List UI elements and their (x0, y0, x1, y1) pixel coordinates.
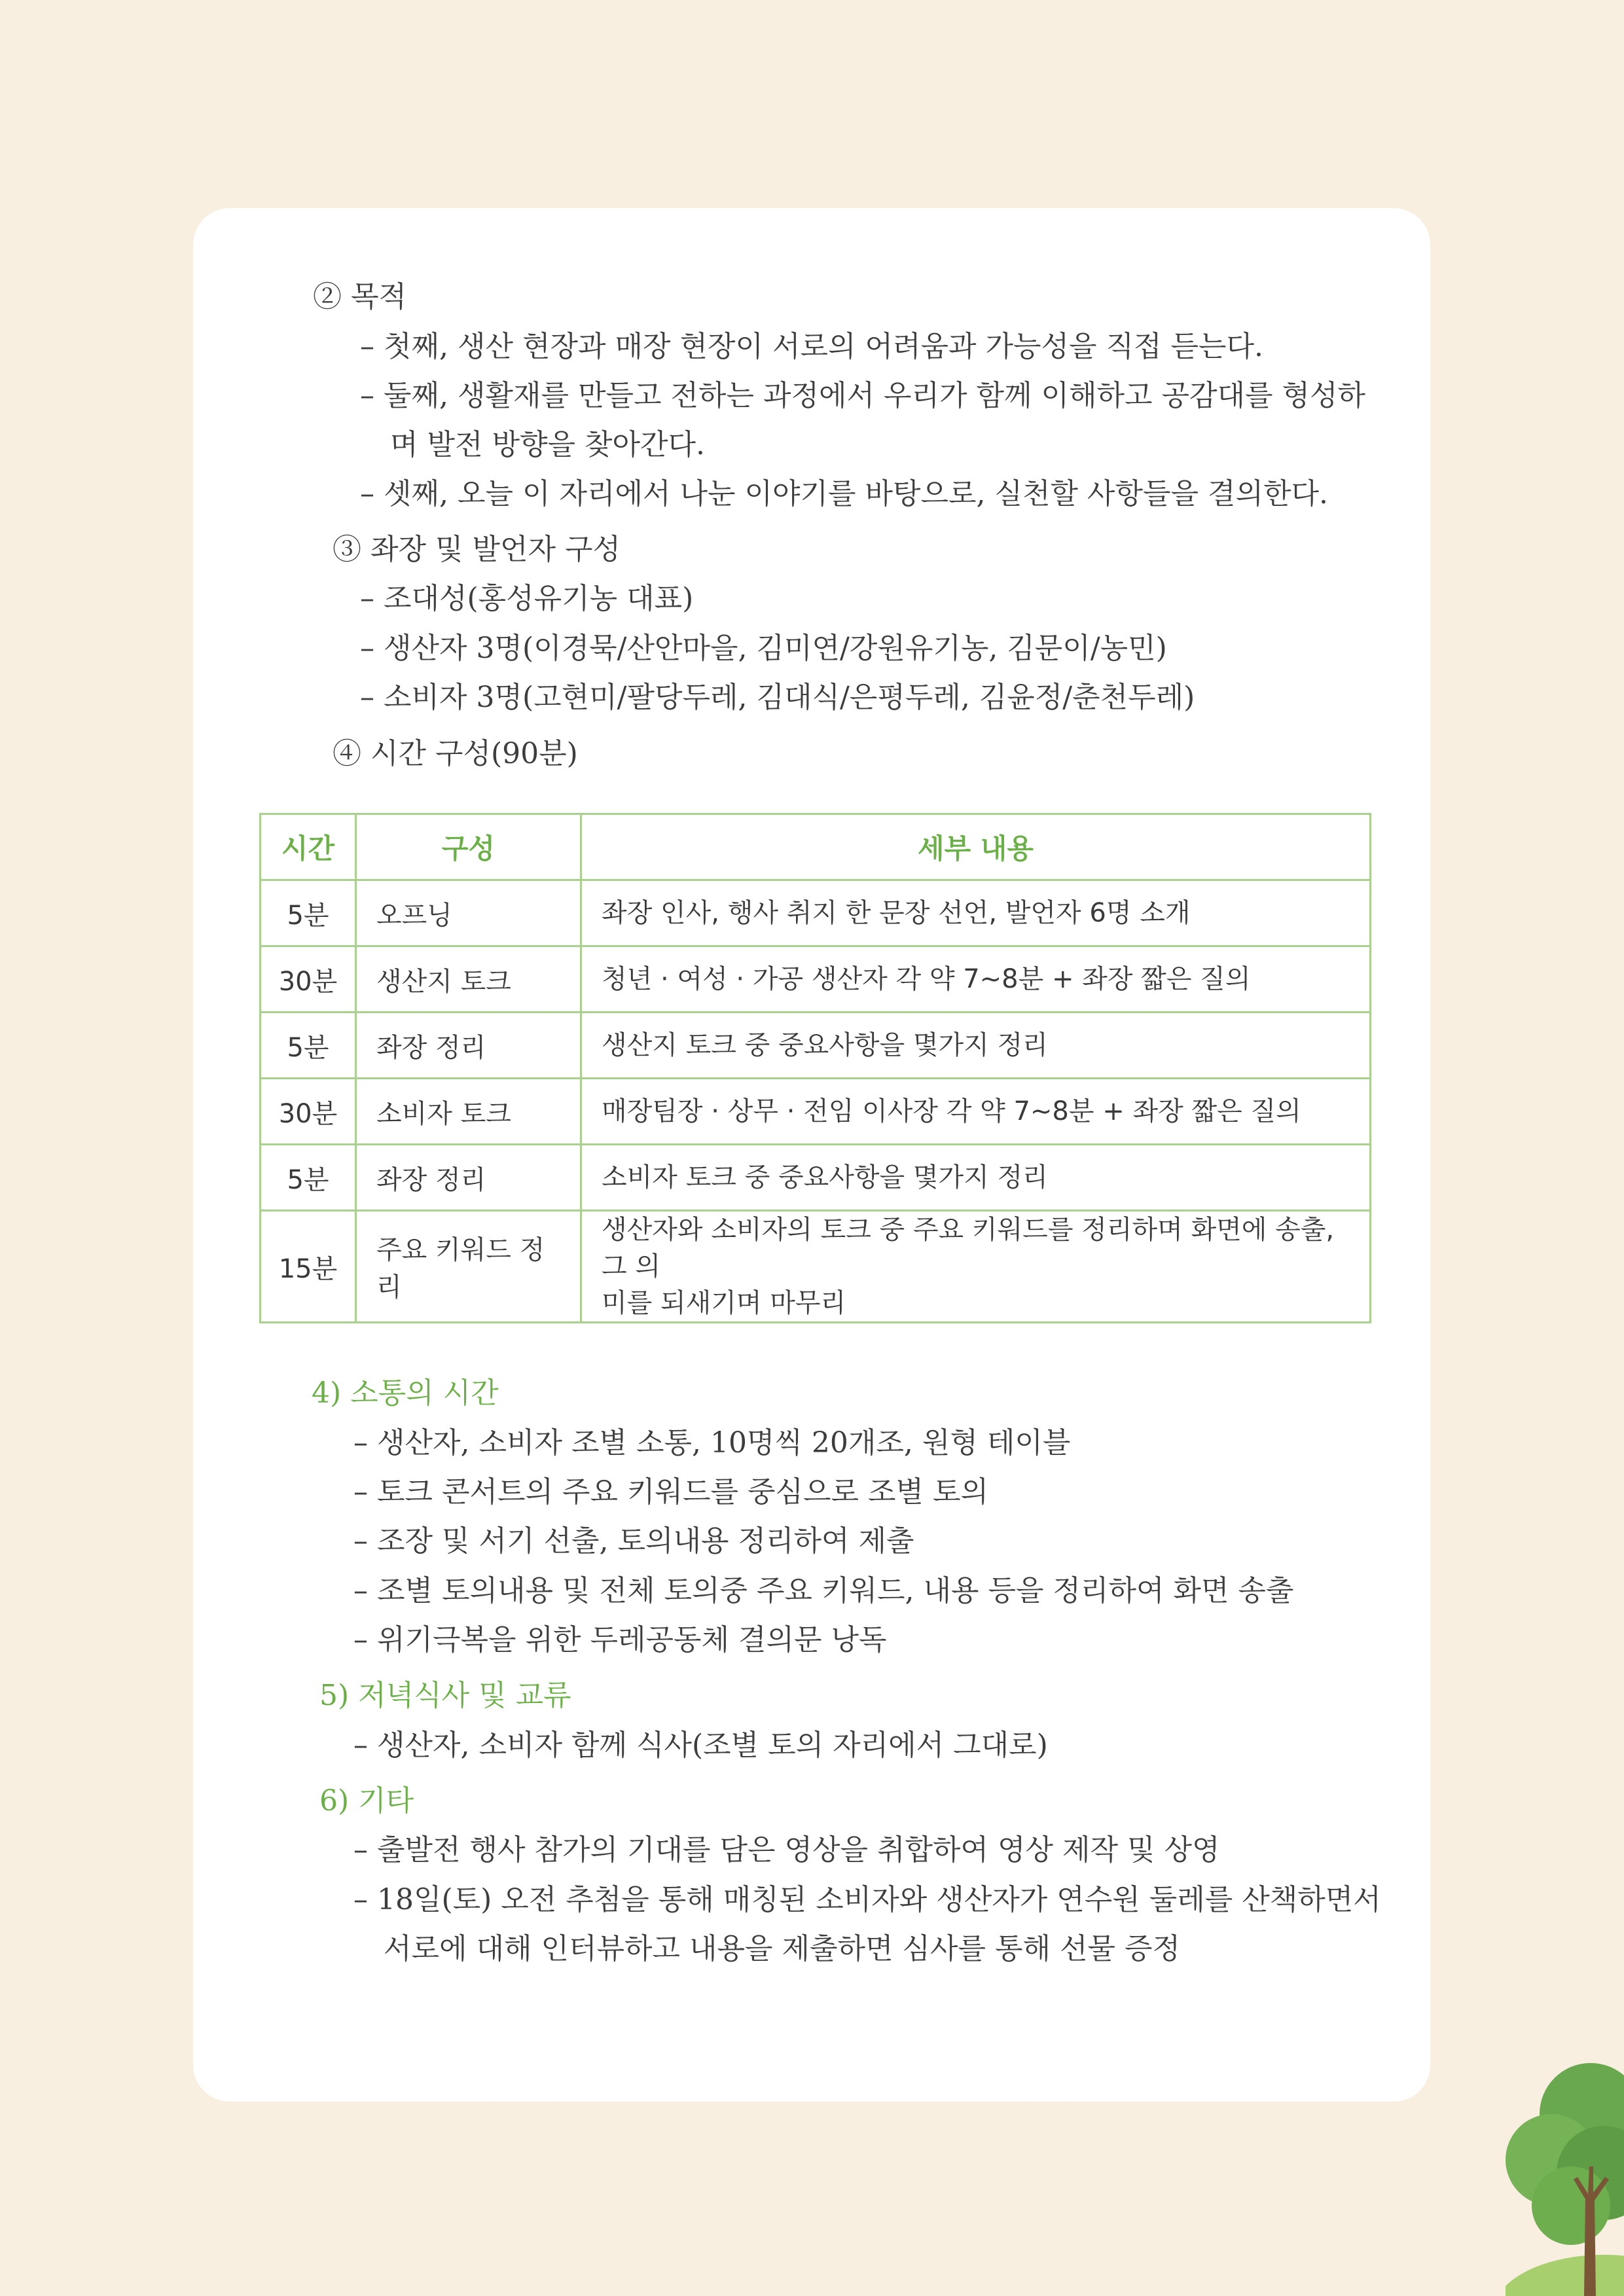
purpose-heading: ② 목적 (313, 280, 406, 314)
cell-time: 5분 (261, 880, 356, 946)
time-heading: ④ 시간 구성(90분) (333, 737, 578, 770)
table-row (261, 880, 1371, 946)
cell-time: 5분 (261, 1145, 356, 1211)
cell-time: 30분 (261, 1079, 356, 1145)
table-row (261, 946, 1371, 1013)
purpose-item: – 셋째, 오늘 이 자리에서 나눈 이야기를 바탕으로, 실천할 사항들을 결의한다. (360, 477, 1328, 511)
dinner-heading: 5) 저녁식사 및 교류 (319, 1679, 571, 1712)
tree-icon (1506, 2049, 1624, 2296)
speakers-item: – 생산자 3명(이경묵/산안마을, 김미연/강원유기농, 김문이/농민) (360, 632, 1167, 665)
etc-item: 서로에 대해 인터뷰하고 내용을 제출하면 심사를 통해 선물 증정 (384, 1932, 1180, 1965)
schedule-table (259, 813, 1371, 1323)
table-header-row (261, 814, 1371, 880)
header-part: 구성 (356, 814, 581, 880)
cell-part: 오프닝 (356, 880, 581, 946)
table-row (261, 1145, 1371, 1211)
cell-detail: 생산지 토크 중 중요사항을 몇가지 정리 (581, 1013, 1371, 1079)
table-row (261, 1211, 1371, 1323)
dinner-item: – 생산자, 소비자 함께 식사(조별 토의 자리에서 그대로) (353, 1729, 1048, 1762)
communication-heading: 4) 소통의 시간 (312, 1376, 499, 1410)
cell-part: 소비자 토크 (356, 1079, 581, 1145)
etc-item: – 18일(토) 오전 추첨을 통해 매칭된 소비자와 생산자가 연수원 둘레를 산책하면서 (353, 1883, 1381, 1916)
table-row (261, 1079, 1371, 1145)
etc-heading: 6) 기타 (319, 1784, 414, 1818)
speakers-item: – 조대성(홍성유기농 대표) (360, 582, 694, 615)
cell-part: 주요 키워드 정리 (356, 1211, 581, 1323)
cell-time: 5분 (261, 1013, 356, 1079)
communication-item: – 위기극복을 위한 두레공동체 결의문 낭독 (353, 1623, 887, 1657)
communication-item: – 조별 토의내용 및 전체 토의중 주요 키워드, 내용 등을 정리하여 화면 송출 (353, 1574, 1294, 1607)
cell-detail-line: 미를 되새기며 마무리 (602, 1288, 846, 1318)
header-detail: 세부 내용 (581, 814, 1371, 880)
cell-detail: 소비자 토크 중 중요사항을 몇가지 정리 (581, 1145, 1371, 1211)
cell-part: 좌장 정리 (356, 1013, 581, 1079)
cell-part: 좌장 정리 (356, 1145, 581, 1211)
etc-item: – 출발전 행사 참가의 기대를 담은 영상을 취합하여 영상 제작 및 상영 (353, 1833, 1220, 1867)
cell-detail-line: 생산자와 소비자의 토크 중 주요 키워드를 정리하며 화면에 송출, 그 의 (602, 1215, 1335, 1282)
cell-time: 30분 (261, 946, 356, 1013)
cell-detail: 청년 · 여성 · 가공 생산자 각 약 7~8분 + 좌장 짧은 질의 (581, 946, 1371, 1013)
purpose-item: 며 발전 방향을 찾아간다. (390, 428, 705, 461)
cell-detail (581, 1211, 1371, 1323)
speakers-item: – 소비자 3명(고현미/팔당두레, 김대식/은평두레, 김윤정/춘천두레) (360, 681, 1195, 714)
cell-detail: 매장팀장 · 상무 · 전임 이사장 각 약 7~8분 + 좌장 짧은 질의 (581, 1079, 1371, 1145)
cell-time: 15분 (261, 1211, 356, 1323)
communication-item: – 생산자, 소비자 조별 소통, 10명씩 20개조, 원형 테이블 (353, 1426, 1071, 1460)
speakers-heading: ③ 좌장 및 발언자 구성 (333, 533, 621, 566)
header-time: 시간 (261, 814, 356, 880)
purpose-item: – 둘째, 생활재를 만들고 전하는 과정에서 우리가 함께 이해하고 공감대를 형성하 (360, 379, 1365, 412)
table-row (261, 1013, 1371, 1079)
cell-detail: 좌장 인사, 행사 취지 한 문장 선언, 발언자 6명 소개 (581, 880, 1371, 946)
purpose-item: – 첫째, 생산 현장과 매장 현장이 서로의 어려움과 가능성을 직접 듣는다. (360, 330, 1263, 363)
communication-item: – 조장 및 서기 선출, 토의내용 정리하여 제출 (353, 1524, 914, 1558)
cell-part: 생산지 토크 (356, 946, 581, 1013)
communication-item: – 토크 콘서트의 주요 키워드를 중심으로 조별 토의 (353, 1475, 988, 1509)
